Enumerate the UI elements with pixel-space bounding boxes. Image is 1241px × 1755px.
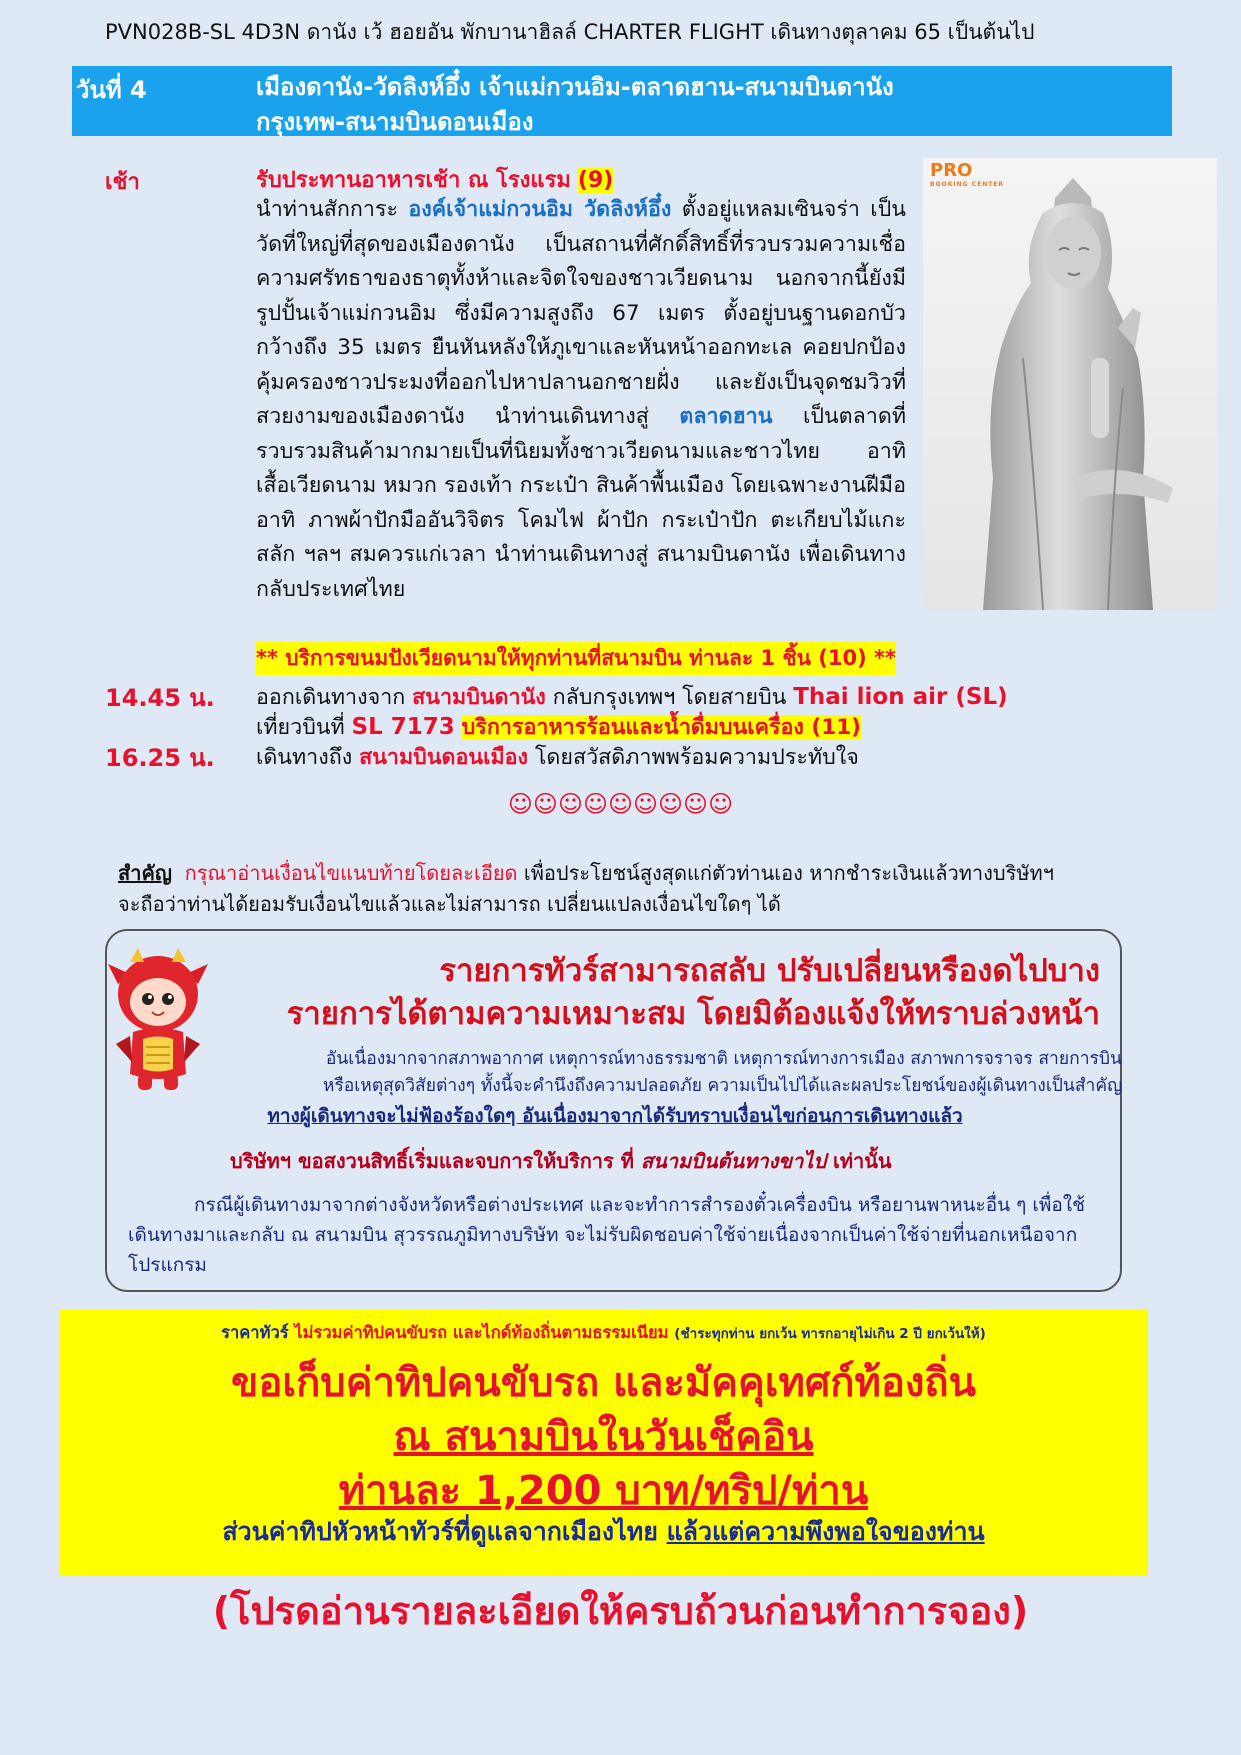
snack-note: ** บริการขนมปังเวียดนามให้ทุกท่านที่สนามบิน ท่านละ 1 ชิ้น (10) ** xyxy=(256,642,896,675)
day-title xyxy=(256,70,894,140)
company-suffix: เท่านั้น xyxy=(826,1149,892,1173)
departure-line xyxy=(256,680,1008,714)
tip-intro-a: ราคาทัวร์ xyxy=(221,1323,289,1342)
arrival-prefix: เดินทางถึง xyxy=(256,745,360,770)
flight-prefix: เที่ยวบินที่ xyxy=(256,715,352,740)
notice-body-line1: อันเนื่องมากจากสภาพอากาศ เหตุการณ์ทางธรรมชาติ เหตุการณ์ทางการเมือง สภาพการจราจร สายการบิน xyxy=(325,1049,1122,1069)
tip-intro-b: ไม่รวมค่าทิปคนขับรถ และไกด์ท้องถิ่นตามธรรมเนียม xyxy=(288,1323,675,1342)
notice-title-line1: รายการทัวร์สามารถสลับ ปรับเปลี่ยนหรืองดไปบาง xyxy=(439,953,1100,989)
tip-leader-a: ส่วนค่าทิปหัวหน้าทัวร์ที่ดูแลจากเมืองไทย xyxy=(222,1517,667,1546)
arrival-suffix: โดยสวัสดิภาพพร้อมความประทับใจ xyxy=(528,745,859,770)
flight-number-line xyxy=(256,710,861,744)
company-prefix: บริษัทฯ ขอสงวนสิทธิ์เริ่มและจบการให้บริการ ที่ xyxy=(230,1149,641,1173)
tip-line3: ท่านละ 1,200 บาท/ทริป/ท่าน xyxy=(338,1468,869,1514)
breakfast-meal-no: (9) xyxy=(577,168,614,193)
departure-time: 14.45 น. xyxy=(105,684,215,712)
arrival-time: 16.25 น. xyxy=(105,744,215,772)
departure-airport: สนามบินดานัง xyxy=(412,685,546,710)
desc-end: เป็นตลาดที่รวบรวมสินค้ามากมายเป็นที่นิยมทั้งชาวเวียดนามและชาวไทย อาทิ เสื้อเวียดนาม หมวก รองเท้า กระเป๋า สินค้าพื้นเมือง โดยเฉพาะงานฝีมือ อาทิ ภาพผ้าปักมืออันวิจิตร โคมไฟ ผ้าปัก กระเป๋าปัก ตะเกียบไม้แกะสลัก ฯลฯ สมควรแก่เวลา นำท่านเดินทางสู่ สนามบินดานัง เพื่อเดินทางกลับประเทศไทย xyxy=(256,404,907,602)
inflight-meal: บริการอาหารร้อนและน้ำดื่มบนเครื่อง (11) xyxy=(461,715,861,740)
day-title-line1: เมืองดานัง-วัดลิงห์อึ๋ง เจ้าแม่กวนอิม-ตลาดฮาน-สนามบินดานัง xyxy=(256,73,894,101)
morning-time: เช้า xyxy=(105,170,140,195)
flight-number: SL 7173 xyxy=(351,714,455,740)
statue-illustration xyxy=(923,158,1217,610)
notice-title-line2: รายการได้ตามความเหมาะสม โดยมิต้องแจ้งให้ทราบล่วงหน้า xyxy=(286,996,1100,1032)
notice-body xyxy=(160,1046,1122,1100)
day-title-line2: กรุงเทพ-สนามบินดอนเมือง xyxy=(256,108,534,136)
pro-booking-logo: PRO BOOKING CENTER xyxy=(930,160,1005,188)
smiley-row: ☺☺☺☺☺☺☺☺☺ xyxy=(507,790,734,818)
breakfast-line xyxy=(256,162,613,197)
market-name: ตลาดฮาน xyxy=(679,404,773,429)
tip-leader-line xyxy=(59,1512,1148,1552)
notice-underline-statement: ทางผู้เดินทางจะไม่ฟ้องร้องใดๆ อันเนื่องมาจากได้รับทราบเงื่อนไขก่อนการเดินทางแล้ว xyxy=(267,1105,963,1127)
departure-mid: กลับกรุงเทพฯ โดยสายบิน xyxy=(545,685,794,710)
tip-leader-b: แล้วแต่ความพึงพอใจของท่าน xyxy=(666,1517,985,1546)
departure-prefix: ออกเดินทางจาก xyxy=(256,685,413,710)
important-rest: เพื่อประโยชน์สูงสุดแก่ตัวท่านเอง หากชำระเงินแล้วทางบริษัทฯ จะถือว่าท่านได้ยอมรับเงื่อนไขแล้วและไม่สามารถ เปลี่ยนแปลงเงื่อนไขใดๆ ได้ xyxy=(118,861,1054,916)
morning-description xyxy=(256,193,906,607)
company-place: สนามบินต้นทางขาไป xyxy=(640,1149,827,1173)
tip-intro xyxy=(59,1320,1148,1346)
breakfast-text: รับประทานอาหารเช้า ณ โรงแรม xyxy=(256,168,571,193)
notice-body-line2: หรือเหตุสุดวิสัยต่างๆ ทั้งนี้จะคำนึงถึงความปลอดภัย ความเป็นไปได้และผลประโยชน์ของผู้เดินทางเป็นสำคัญ xyxy=(322,1076,1122,1096)
notice-footer: กรณีผู้เดินทางมาจากต่างจังหวัดหรือต่างประเทศ และจะทำการสำรองตั๋วเครื่องบิน หรือยานพาหนะอื่น ๆ เพื่อใช้เดินทางมาและกลับ ณ สนามบิน สุวรรณภูมิทางบริษัท จะไม่รับผิดชอบค่าใช้จ่ายเนื่องจากเป็นค่าใช้จ่ายที่นอกเหนือจากโปรแกรม xyxy=(128,1194,1085,1276)
guanyin-statue-image xyxy=(923,158,1217,610)
airline-name: Thai lion air (SL) xyxy=(793,684,1008,710)
tip-line2: ณ สนามบินในวันเช็คอิน xyxy=(393,1414,814,1460)
important-label: สำคัญ xyxy=(118,861,172,885)
temple-name: องค์เจ้าแม่กวนอิม วัดลิงห์อึ๋ง xyxy=(408,197,672,222)
desc-mid: ตั้งอยู่แหลมเซินจร่า เป็นวัดที่ใหญ่ที่สุดของเมืองดานัง เป็นสถานที่ศักดิ์สิทธิ์ที่รวบรวมความเชื่อ ความศรัทธาของธาตุทั้งห้าและจิตใจของชาวเวียดนาม นอกจากนี้ยังมีรูปปั้นเจ้าแม่กวนอิม ซึ่งมีความสูงถึง 67 เมตร ตั้งอยู่บนฐานดอกบัว กว้างถึง 35 เมตร ยืนหันหลังให้ภูเขาและหันหน้าออกทะเล คอยปกป้องคุ้มครองชาวประมงที่ออกไปหาปลานอกชายฝั่ง และยังเป็นจุดชมวิวที่สวยงามของเมืองดานัง นำท่านเดินทางสู่ xyxy=(256,197,906,429)
tip-intro-c: (ชำระทุกท่าน ยกเว้น ทารกอายุไม่เกิน 2 ปี ยกเว้นให้) xyxy=(674,1326,986,1342)
desc-prefix: นำท่านสักการะ xyxy=(256,197,409,222)
arrival-line xyxy=(256,740,859,774)
important-warning: กรุณาอ่านเงื่อนไขแนบท้ายโดยละเอียด xyxy=(184,861,518,885)
arrival-airport: สนามบินดอนเมือง xyxy=(359,745,529,770)
important-note xyxy=(118,858,1078,920)
read-details-note: (โปรดอ่านรายละเอียดให้ครบถ้วนก่อนทำการจอง) xyxy=(212,1589,1029,1633)
program-header: PVN028B-SL 4D3N ดานัง เว้ ฮอยอัน พักบานาฮิลล์ CHARTER FLIGHT เดินทางตุลาคม 65 เป็นต้นไป xyxy=(105,20,1035,44)
notice-title xyxy=(230,950,1100,1036)
notice-company-line xyxy=(230,1145,892,1177)
day-label: วันที่ 4 xyxy=(76,76,147,104)
tip-line1: ขอเก็บค่าทิปคนขับรถ และมัคคุเทศก์ท้องถิ่น xyxy=(231,1360,976,1406)
